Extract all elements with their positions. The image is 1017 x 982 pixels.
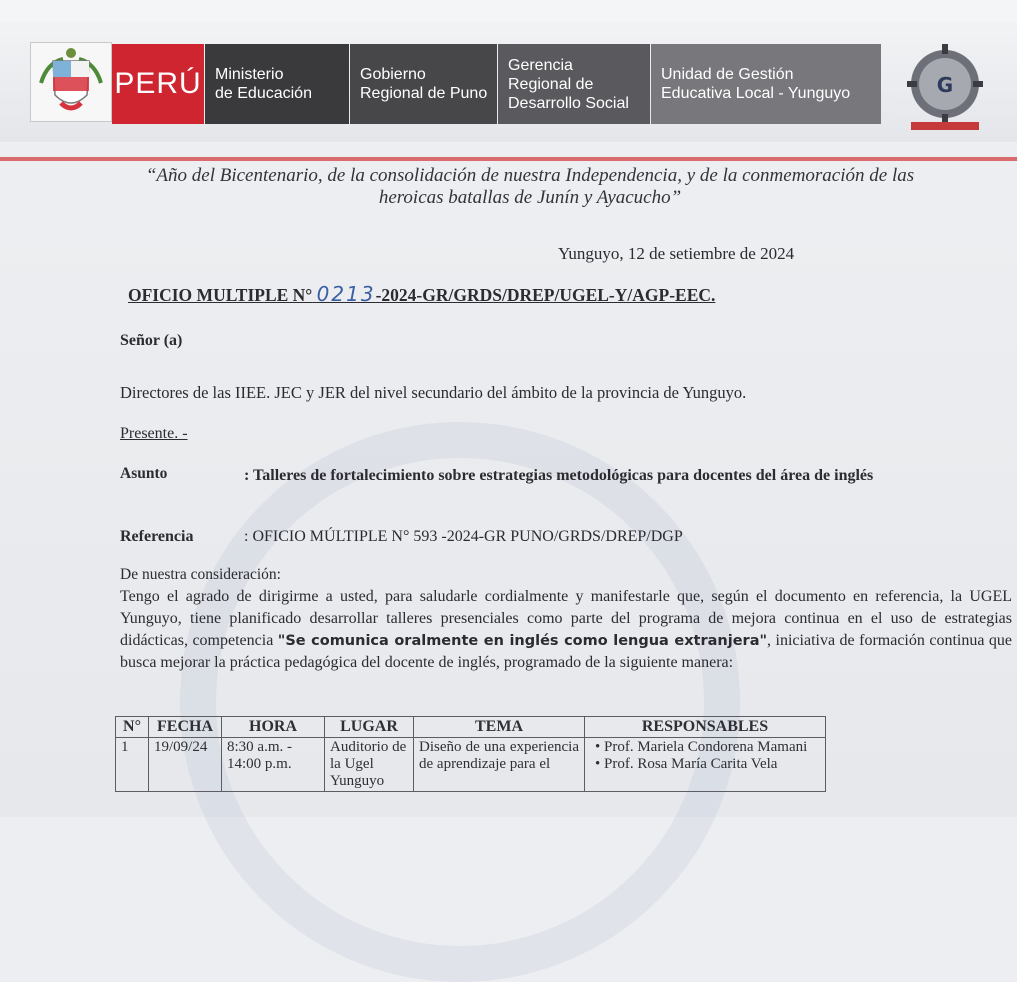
responsable-item: • Prof. Mariela Condorena Mamani xyxy=(604,739,820,756)
column-header: LUGAR xyxy=(325,717,414,738)
body-text: Tengo el agrado de dirigirme a usted, para saludarle cordialmente y manifestarle que, según el documento en referencia, la UGEL Yunguyo, tiene planificado desarrollar talleres presenciales como parte del programa de mejora continua en el uso de estrategias didácticas, competencia xyxy=(120,588,1012,649)
table-row xyxy=(116,738,826,792)
column-header: N° xyxy=(116,717,149,738)
schedule-table xyxy=(115,716,826,792)
column-header: TEMA xyxy=(414,717,585,738)
cell-tema: Diseño de una experiencia de aprendizaje para el xyxy=(414,738,585,792)
ugel-emblem-icon xyxy=(905,40,985,132)
cell-lugar: Auditorio de la Ugel Yunguyo xyxy=(325,738,414,792)
presente: Presente. - xyxy=(120,425,188,442)
recipients: Directores de las IIEE. JEC y JER del nivel secundario del ámbito de la provincia de Yunguyo. xyxy=(120,383,747,402)
asunto-value: : Talleres de fortalecimiento sobre estrategias metodológicas para docentes del área de inglés xyxy=(244,467,874,484)
cell-responsables xyxy=(585,738,826,792)
ministerio-box xyxy=(205,44,349,124)
cell-fecha: 19/09/24 xyxy=(149,738,222,792)
box-line: Educativa Local - Yunguyo xyxy=(661,85,851,102)
asunto-label: Asunto xyxy=(120,465,168,482)
watermark-seal xyxy=(180,422,740,982)
oficio-title xyxy=(128,282,715,306)
oficio-suffix: -2024-GR/GRDS/DREP/UGEL-Y/AGP-EEC. xyxy=(375,285,716,305)
box-line: Gobierno xyxy=(360,66,426,83)
box-line: Ministerio xyxy=(215,66,284,83)
peru-label: PERÚ xyxy=(112,44,204,124)
svg-text:G: G xyxy=(936,73,954,97)
year-motto: “Año del Bicentenario, de la consolidación de nuestra Independencia, y de la conmemoración de las heroicas batallas de Junín y Ayacucho” xyxy=(145,165,915,208)
ugel-box xyxy=(651,44,881,124)
competency-text: "Se comunica oralmente en inglés como lengua extranjera" xyxy=(277,633,768,649)
body-paragraph xyxy=(120,586,1012,674)
coat-of-arms-icon xyxy=(30,42,112,122)
salutation: Señor (a) xyxy=(120,332,183,349)
oficio-number: 0213 xyxy=(316,282,376,306)
box-line: Unidad de Gestión xyxy=(661,66,794,83)
document-page xyxy=(0,22,1017,817)
oficio-prefix: OFICIO MULTIPLE N° xyxy=(128,285,313,305)
divider xyxy=(0,157,1017,161)
column-header: HORA xyxy=(222,717,325,738)
box-line: Regional de Puno xyxy=(360,85,488,102)
box-line: de Educación xyxy=(215,85,312,102)
body-text: , iniciativa de formación continua que busca mejorar la práctica pedagógica del docente de inglés, programado de la siguiente manera: xyxy=(120,632,1013,671)
letterhead xyxy=(0,22,1017,142)
letter-date: Yunguyo, 12 de setiembre de 2024 xyxy=(558,244,795,263)
responsable-item: • Prof. Rosa María Carita Vela xyxy=(604,756,820,773)
gobierno-box xyxy=(350,44,497,124)
cell-hora: 8:30 a.m. - 14:00 p.m. xyxy=(222,738,325,792)
greeting: De nuestra consideración: xyxy=(120,566,281,583)
referencia-label: Referencia xyxy=(120,528,194,545)
gerencia-box xyxy=(498,44,650,124)
column-header: FECHA xyxy=(149,717,222,738)
table-header-row xyxy=(116,717,826,738)
cell-n: 1 xyxy=(116,738,149,792)
box-line: Desarrollo Social xyxy=(508,94,629,112)
referencia-value: : OFICIO MÚLTIPLE N° 593 -2024-GR PUNO/GRDS/DREP/DGP xyxy=(244,528,683,545)
box-line: Gerencia xyxy=(508,56,573,74)
column-header: RESPONSABLES xyxy=(585,717,826,738)
box-line: Regional de xyxy=(508,75,594,93)
